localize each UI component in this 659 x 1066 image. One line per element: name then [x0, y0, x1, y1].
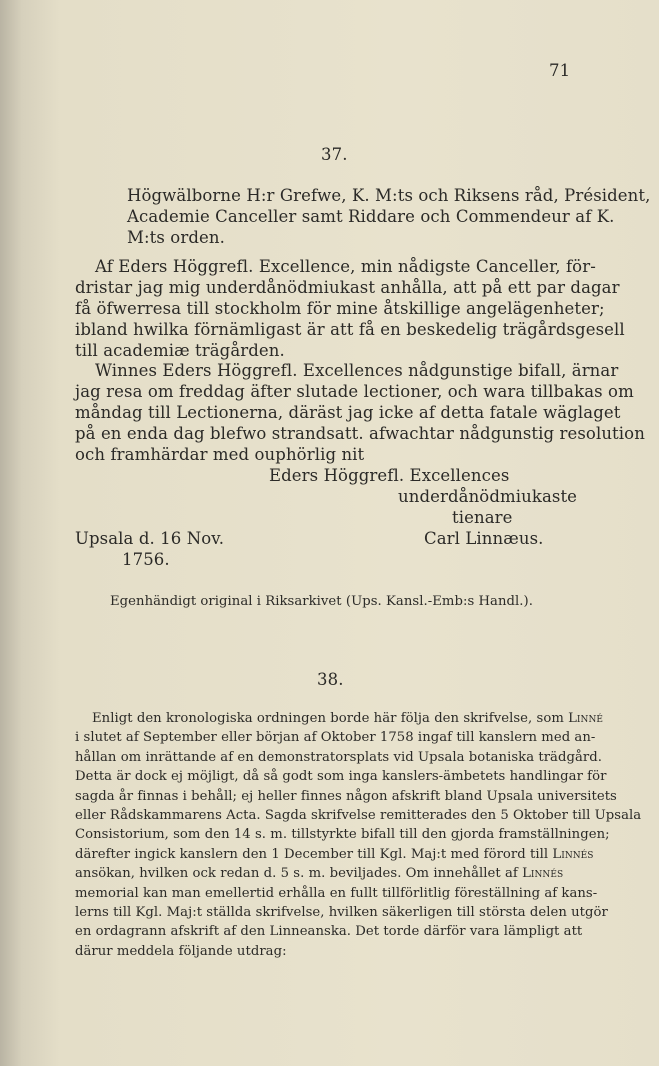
text-line: måndag till Lectionerna, däräst jag icke af detta fatale wäglaget [75, 403, 621, 422]
page-number: 71 [549, 61, 571, 80]
commentary-text: eller Rådskammarens Acta. Sagda skrifvelse remitterades den 5 Oktober till Upsala [75, 808, 642, 823]
text-line: på en enda dag blefwo strandsatt. afwachtar nådgunstig resolution [75, 424, 645, 443]
commentary-line [75, 886, 597, 901]
commentary-text: hållan om inrättande af en demonstratorsplats vid Upsala botaniska trädgård. [75, 749, 602, 765]
text-line: jag resa om freddag äfter slutade lectioner, och wara tillbakas om [75, 382, 634, 401]
commentary-line [75, 924, 582, 939]
commentary-text: Detta är dock ej möjligt, då så godt som inga kanslers-ämbetets handlingar för [75, 769, 607, 785]
commentary-text: Consistorium, som den 14 s. m. tillstyrkte bifall till den gjorda framställningen; [75, 827, 610, 843]
text-line: Winnes Eders Höggrefl. Excellences nådgunstige bifall, ärnar [95, 361, 619, 380]
commentary-text: därefter ingick kanslern den 1 December till Kgl. Maj:t med förord till [75, 846, 553, 862]
person-name: Linnés [522, 866, 564, 882]
commentary-line [75, 905, 608, 920]
letter-37-number: 37. [321, 145, 348, 164]
commentary-line [75, 789, 617, 804]
closing-line: tienare [452, 508, 513, 527]
commentary-line [75, 750, 602, 765]
commentary-text: sagda år finnas i behåll; ej heller finnes någon afskrift bland Upsala universitets [75, 788, 617, 804]
commentary-line [75, 827, 610, 842]
commentary-line [92, 711, 603, 726]
commentary-text: en ordagrann afskrift af den Linneanska. Det torde därför vara lämpligt att [75, 924, 583, 940]
commentary-line [75, 769, 606, 784]
commentary-text: memorial kan man emellertid erhålla en fullt tillförlitlig föreställning af kans- [75, 885, 598, 901]
source-note: Egenhändigt original i Riksarkivet (Ups. Kansl.-Emb:s Handl.). [110, 594, 533, 609]
address-line: M:ts orden. [127, 228, 225, 247]
text-line: till academiæ trägården. [75, 341, 285, 360]
commentary-line [75, 730, 595, 745]
commentary-text: lerns till Kgl. Maj:t ställda skrifvelse, hvilken säkerligen till största delen utgör [75, 905, 608, 920]
address-line: Academie Canceller samt Riddare och Commendeur af K. [127, 207, 615, 226]
closing-line: underdånödmiukaste [398, 487, 578, 506]
commentary-line [75, 808, 641, 823]
person-name: Linné [568, 711, 604, 726]
text-line: Af Eders Höggrefl. Excellence, min nådigste Canceller, för- [95, 257, 596, 276]
place-date-line: Upsala d. 16 Nov. [75, 529, 225, 548]
address-line: Högwälborne H:r Grefwe, K. M:ts och Riksens råd, Président, [127, 186, 651, 205]
text-line: och framhärdar med ouphörlig nit [75, 445, 365, 464]
closing-line: Eders Höggrefl. Excellences [269, 466, 510, 485]
text-line: få öfwerresa till stockholm för mine åtskillige angelägenheter; [75, 299, 605, 318]
letter-38-number: 38. [317, 670, 344, 689]
commentary-line [75, 944, 287, 959]
commentary-line [75, 847, 594, 862]
commentary-text: därur meddela följande utdrag: [75, 943, 287, 959]
text-line: ibland hwilka förnämligast är att få en beskedelig trägårdsgesell [75, 320, 625, 339]
place-date-line: 1756. [122, 550, 170, 569]
commentary-text: ansökan, hvilken ock redan d. 5 s. m. beviljades. Om innehållet af [75, 866, 523, 882]
person-name: Linnés [552, 846, 594, 862]
commentary-text: i slutet af September eller början af Oktober 1758 ingaf till kanslern med an- [75, 730, 596, 746]
commentary-text: Enligt den kronologiska ordningen borde här följa den skrifvelse, som [92, 711, 569, 726]
text-line: dristar jag mig underdånödmiukast anhålla, att på ett par dagar [75, 278, 620, 297]
signature: Carl Linnæus. [424, 529, 544, 548]
commentary-line [75, 866, 563, 881]
